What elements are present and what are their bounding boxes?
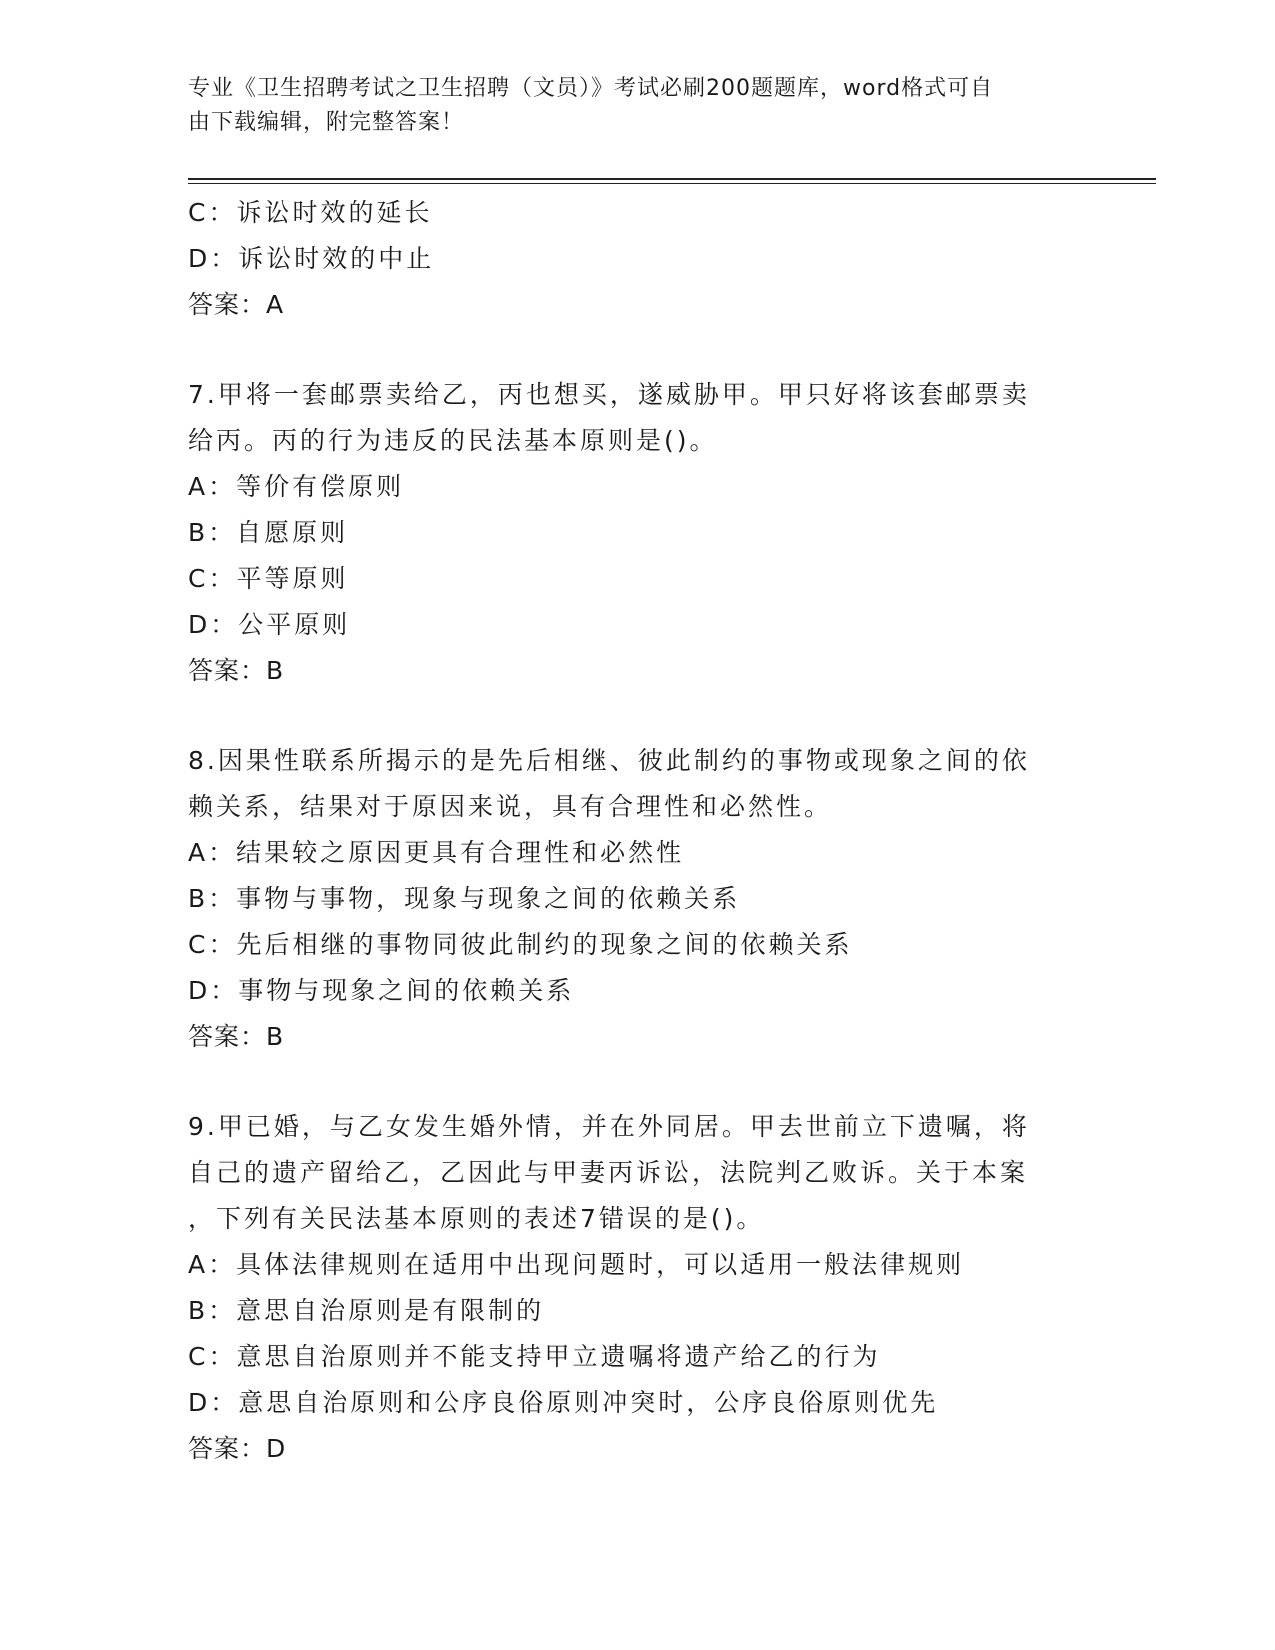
answer-line: 答案：B bbox=[188, 1022, 285, 1051]
question-spacer bbox=[188, 694, 1088, 738]
answer-line: 答案：D bbox=[188, 1434, 287, 1463]
question-text-line: 自己的遗产留给乙，乙因此与甲妻丙诉讼，法院判乙败诉。关于本案 bbox=[188, 1158, 1029, 1187]
option-d: D：公平原则 bbox=[188, 610, 351, 639]
document-body bbox=[188, 190, 1088, 1472]
header-divider-thin bbox=[188, 183, 1156, 184]
option-b: B：意思自治原则是有限制的 bbox=[188, 1296, 545, 1325]
option-d: D：事物与现象之间的依赖关系 bbox=[188, 976, 575, 1005]
question-8 bbox=[188, 738, 1088, 1060]
prev-question-block bbox=[188, 190, 1088, 328]
option-a: A：等价有偿原则 bbox=[188, 472, 405, 501]
option-c: C：平等原则 bbox=[188, 564, 349, 593]
option-a: A：具体法律规则在适用中出现问题时，可以适用一般法律规则 bbox=[188, 1250, 965, 1279]
answer-line: 答案：B bbox=[188, 656, 285, 685]
option-c: C：诉讼时效的延长 bbox=[188, 198, 433, 227]
option-c: C：意思自治原则并不能支持甲立遗嘱将遗产给乙的行为 bbox=[188, 1342, 881, 1371]
question-text-line: 9.甲已婚，与乙女发生婚外情，并在外同居。甲去世前立下遗嘱，将 bbox=[188, 1112, 1030, 1141]
question-text-line: ，下列有关民法基本原则的表述7错误的是()。 bbox=[188, 1204, 765, 1233]
answer-line: 答案：A bbox=[188, 290, 285, 319]
document-header bbox=[188, 72, 1068, 140]
header-line-2: 由下载编辑，附完整答案！ bbox=[188, 110, 465, 135]
question-text-line: 8.因果性联系所揭示的是先后相继、彼此制约的事物或现象之间的依 bbox=[188, 746, 1030, 775]
question-9 bbox=[188, 1104, 1088, 1472]
question-spacer bbox=[188, 1060, 1088, 1104]
option-d: D：诉讼时效的中止 bbox=[188, 244, 435, 273]
question-text-line: 给丙。丙的行为违反的民法基本原则是()。 bbox=[188, 426, 718, 455]
header-divider-thick bbox=[188, 178, 1156, 180]
option-a: A：结果较之原因更具有合理性和必然性 bbox=[188, 838, 685, 867]
option-b: B：自愿原则 bbox=[188, 518, 349, 547]
question-text-line: 7.甲将一套邮票卖给乙，丙也想买，遂威胁甲。甲只好将该套邮票卖 bbox=[188, 380, 1030, 409]
question-spacer bbox=[188, 328, 1088, 372]
option-d: D：意思自治原则和公序良俗原则冲突时，公序良俗原则优先 bbox=[188, 1388, 939, 1417]
header-line-1: 专业《卫生招聘考试之卫生招聘（文员）》考试必刷200题题库，word格式可自 bbox=[188, 76, 994, 101]
option-b: B：事物与事物，现象与现象之间的依赖关系 bbox=[188, 884, 741, 913]
option-c: C：先后相继的事物同彼此制约的现象之间的依赖关系 bbox=[188, 930, 853, 959]
question-7 bbox=[188, 372, 1088, 694]
question-text-line: 赖关系，结果对于原因来说，具有合理性和必然性。 bbox=[188, 792, 833, 821]
